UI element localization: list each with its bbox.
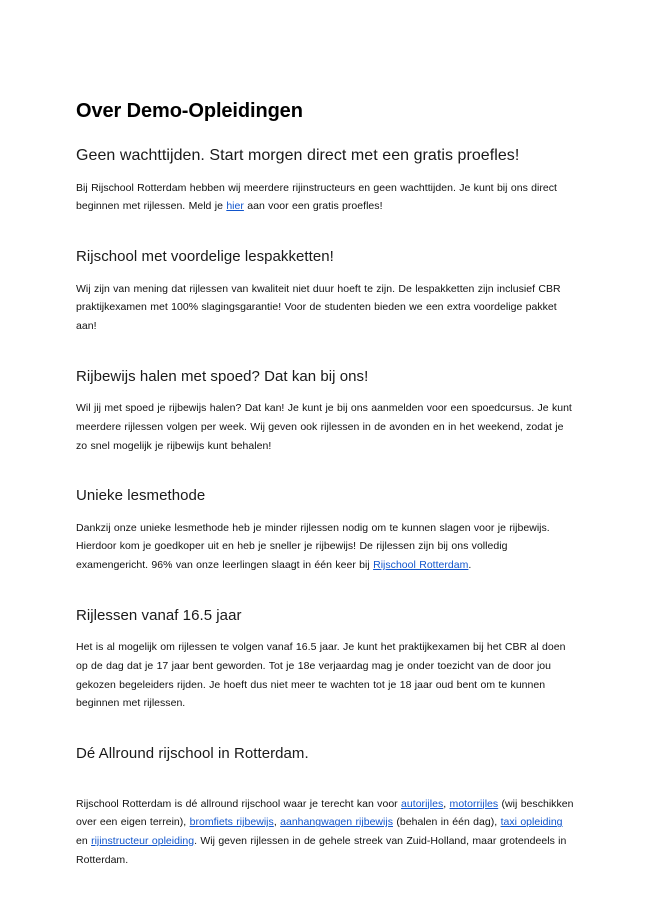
paragraph-text-part: Rijschool Rotterdam is dé allround rijschool waar je terecht kan voor [76, 797, 402, 810]
section-lespakketten [76, 247, 576, 336]
link-rijschool-rotterdam[interactable]: Rijschool Rotterdam [373, 559, 469, 572]
paragraph-text-part: , [443, 797, 450, 810]
paragraph-text-part: Bij Rijschool Rotterdam hebben wij meerdere rijinstructeurs en geen wachttijden. Je kunt bij ons direct beginnen met rijlessen. Meld je [76, 181, 557, 213]
section-body-unieke-lesmethode [76, 519, 576, 575]
section-heading-lespakketten: Rijschool met voordelige lespakketten! [76, 248, 334, 266]
section-body-rijlessen-vanaf-leeftijd: Het is al mogelijk om rijlessen te volgen vanaf 16.5 jaar. Je kunt het praktijkexamen bij het CBR al doen op de dag dat je 17 jaar bent geworden. Tot je 18e verjaardag mag je onder toezicht van de door jou gekozen begeleiders rijden. Je hoeft dus niet meer te wachten tot je 18 jaar oud bent om te kunnen beginnen met rijlessen. [76, 641, 566, 710]
paragraph-text-part: en [76, 834, 92, 847]
section-heading-geen-wachttijden: Geen wachttijden. Start morgen direct met een gratis proefles! [76, 147, 520, 164]
section-heading-spoed: Rijbewijs halen met spoed? Dat kan bij ons! [76, 367, 369, 385]
section-heading-allround-rijschool: Dé Allround rijschool in Rotterdam. [76, 745, 309, 763]
section-spoed [76, 367, 576, 456]
paragraph-text-part: . [468, 559, 472, 572]
section-allround-rijschool [76, 744, 576, 869]
page-title: Over Demo-Opleidingen [76, 100, 303, 122]
link-aanhangwagen-rijbewijs[interactable]: aanhangwagen rijbewijs [280, 816, 394, 829]
section-heading-unieke-lesmethode: Unieke lesmethode [76, 487, 206, 505]
section-body-spoed: Wil jij met spoed je rijbewijs halen? Dat kan! Je kunt je bij ons aanmelden voor een spoedcursus. Je kunt meerdere rijlessen volgen per week. Wij geven ook rijlessen in de avonden en in het weekend, zodat je zo snel mogelijk je rijbewijs kunt behalen! [76, 402, 572, 452]
section-body-allround-rijschool [76, 795, 576, 870]
link-motorrijles[interactable]: motorrijles [449, 797, 499, 810]
paragraph-text-part: (behalen in één dag), [393, 816, 501, 829]
paragraph-text-part: (wij beschikken over een eigen terrein), [76, 797, 574, 829]
paragraph-text-part: , [273, 816, 281, 829]
section-body-geen-wachttijden [76, 179, 576, 216]
paragraph-text-part: . Wij geven rijlessen in de gehele streek van Zuid-Holland, maar grotendeels in Rotterdam. [76, 834, 567, 866]
document-content [76, 99, 576, 869]
section-unieke-lesmethode [76, 486, 576, 575]
link-taxi-opleiding[interactable]: taxi opleiding [500, 816, 563, 829]
section-geen-wachttijden [76, 146, 576, 216]
link-hier[interactable]: hier [226, 200, 244, 213]
paragraph-text-part: Dankzij onze unieke lesmethode heb je minder rijlessen nodig om te kunnen slagen voor je rijbewijs. Hierdoor kom je goedkoper uit en heb je sneller je rijbewijs! De rijlessen zijn bij ons volledig examengericht. 96% van onze leerlingen slaagt in één keer bij [76, 521, 550, 572]
link-bromfiets-rijbewijs[interactable]: bromfiets rijbewijs [189, 816, 274, 829]
section-heading-rijlessen-vanaf-leeftijd: Rijlessen vanaf 16.5 jaar [76, 606, 242, 624]
paragraph-text-part: aan voor een gratis proefles! [243, 200, 383, 213]
link-rijinstructeur-opleiding[interactable]: rijinstructeur opleiding [91, 834, 195, 847]
section-body-lespakketten: Wij zijn van mening dat rijlessen van kwaliteit niet duur hoeft te zijn. De lespakketten zijn inclusief CBR praktijkexamen met 100% slagingsgarantie! Voor de studenten bieden we een extra voordelige pakket aan! [76, 282, 561, 333]
link-autorijles[interactable]: autorijles [401, 797, 444, 810]
section-rijlessen-vanaf-leeftijd [76, 606, 576, 713]
